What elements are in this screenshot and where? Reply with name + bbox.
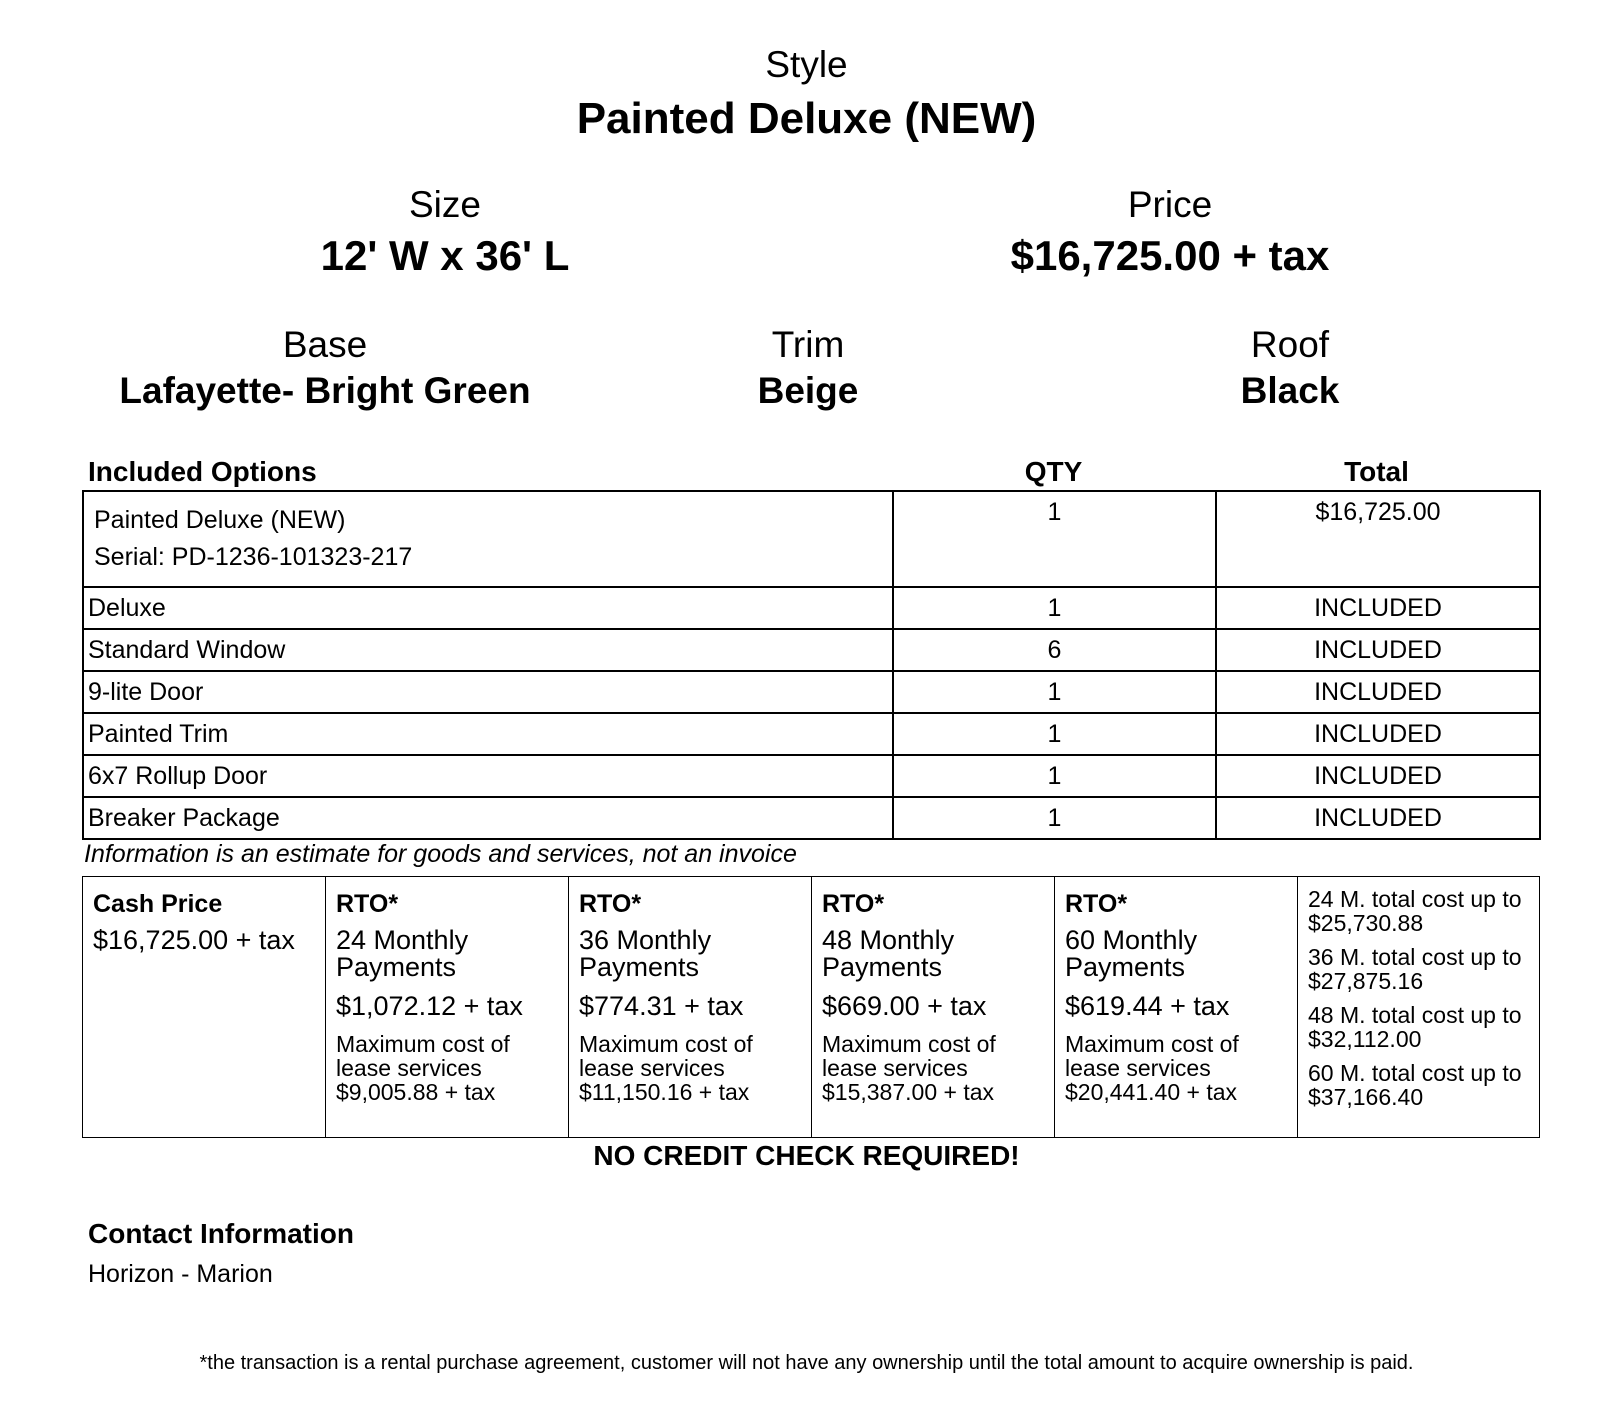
total-cell: INCLUDED [1216, 797, 1540, 839]
options-table [82, 490, 1541, 840]
trim-label: Trim [771, 324, 845, 365]
size-value: 12' W x 36' L [320, 232, 570, 279]
rto-max-value: $11,150.16 + tax [579, 1079, 750, 1105]
rto-60-cell [1055, 877, 1298, 1138]
price-label: Price [1127, 184, 1213, 225]
rto-term: 48 Monthly Payments [822, 925, 955, 982]
rto-amount: $619.44 + tax [1065, 991, 1230, 1021]
total-cell: INCLUDED [1216, 755, 1540, 797]
total-cell: INCLUDED [1216, 713, 1540, 755]
estimate-note: Information is an estimate for goods and services, not an invoice [84, 840, 797, 868]
total-cost-60: 60 M. total cost up to $37,166.40 [1308, 1060, 1522, 1110]
total-cost-24: 24 M. total cost up to $25,730.88 [1308, 886, 1522, 936]
qty-cell: 1 [893, 713, 1216, 755]
rto-max-label: Maximum cost of lease services [822, 1031, 996, 1081]
table-row [83, 713, 1540, 755]
table-row [83, 587, 1540, 629]
first-item-serial: Serial: PD-1236-101323-217 [94, 543, 413, 571]
style-value: Painted Deluxe (NEW) [576, 94, 1037, 143]
total-cell: INCLUDED [1216, 671, 1540, 713]
option-name: 6x7 Rollup Door [83, 755, 893, 797]
footnote: *the transaction is a rental purchase agreement, customer will not have any ownership until the total amount to acquire ownership is paid. [199, 1352, 1414, 1374]
price-value: $16,725.00 + tax [1010, 232, 1330, 279]
qty-cell: 1 [893, 587, 1216, 629]
table-row [83, 491, 1540, 587]
table-row [83, 797, 1540, 839]
included-options-heading: Included Options [88, 456, 317, 487]
qty-cell: 1 [893, 755, 1216, 797]
total-cost-cell [1298, 877, 1540, 1138]
first-item-line1: Painted Deluxe (NEW) [94, 506, 346, 534]
cash-price-cell [83, 877, 326, 1138]
rto-amount: $774.31 + tax [579, 991, 744, 1021]
rto-term: 36 Monthly Payments [579, 925, 712, 982]
option-name: Standard Window [83, 629, 893, 671]
rto-48-cell [812, 877, 1055, 1138]
cash-price-value: $16,725.00 + tax [93, 925, 295, 955]
rto-amount: $669.00 + tax [822, 991, 987, 1021]
rto-max-label: Maximum cost of lease services [1065, 1031, 1239, 1081]
table-row [83, 755, 1540, 797]
cash-price-label: Cash Price [93, 890, 223, 918]
total-cell: $16,725.00 [1216, 491, 1540, 587]
qty-cell: 1 [893, 797, 1216, 839]
style-label: Style [765, 44, 848, 85]
rto-max-label: Maximum cost of lease services [579, 1031, 753, 1081]
rto-label: RTO* [822, 890, 885, 918]
rto-label: RTO* [1065, 890, 1128, 918]
rto-max-value: $20,441.40 + tax [1065, 1079, 1238, 1105]
rto-24-cell [326, 877, 569, 1138]
rto-max-label: Maximum cost of lease services [336, 1031, 510, 1081]
total-cell: INCLUDED [1216, 629, 1540, 671]
roof-label: Roof [1250, 324, 1330, 365]
option-name: Painted Trim [83, 713, 893, 755]
qty-cell: 1 [893, 671, 1216, 713]
option-name: Breaker Package [83, 797, 893, 839]
no-credit-check: NO CREDIT CHECK REQUIRED! [593, 1140, 1020, 1171]
payment-options-table [82, 876, 1540, 1138]
contact-heading: Contact Information [88, 1218, 354, 1249]
rto-term: 60 Monthly Payments [1065, 925, 1198, 982]
rto-max-value: $9,005.88 + tax [336, 1079, 496, 1105]
rto-36-cell [569, 877, 812, 1138]
rto-amount: $1,072.12 + tax [336, 991, 523, 1021]
roof-value: Black [1240, 370, 1340, 411]
base-value: Lafayette- Bright Green [119, 370, 531, 411]
rto-label: RTO* [579, 890, 642, 918]
qty-cell: 1 [893, 491, 1216, 587]
qty-heading: QTY [1024, 456, 1083, 487]
rto-max-value: $15,387.00 + tax [822, 1079, 995, 1105]
table-row [83, 671, 1540, 713]
base-label: Base [282, 324, 368, 365]
size-label: Size [409, 184, 481, 225]
option-name: 9-lite Door [83, 671, 893, 713]
contact-value: Horizon - Marion [88, 1260, 273, 1288]
table-row [83, 877, 1540, 1138]
rto-label: RTO* [336, 890, 399, 918]
total-cost-36: 36 M. total cost up to $27,875.16 [1308, 944, 1522, 994]
table-row [83, 629, 1540, 671]
trim-value: Beige [757, 370, 859, 411]
total-cost-48: 48 M. total cost up to $32,112.00 [1308, 1002, 1522, 1052]
option-name: Deluxe [83, 587, 893, 629]
total-cell: INCLUDED [1216, 587, 1540, 629]
rto-term: 24 Monthly Payments [336, 925, 469, 982]
qty-cell: 6 [893, 629, 1216, 671]
total-heading: Total [1344, 456, 1409, 487]
